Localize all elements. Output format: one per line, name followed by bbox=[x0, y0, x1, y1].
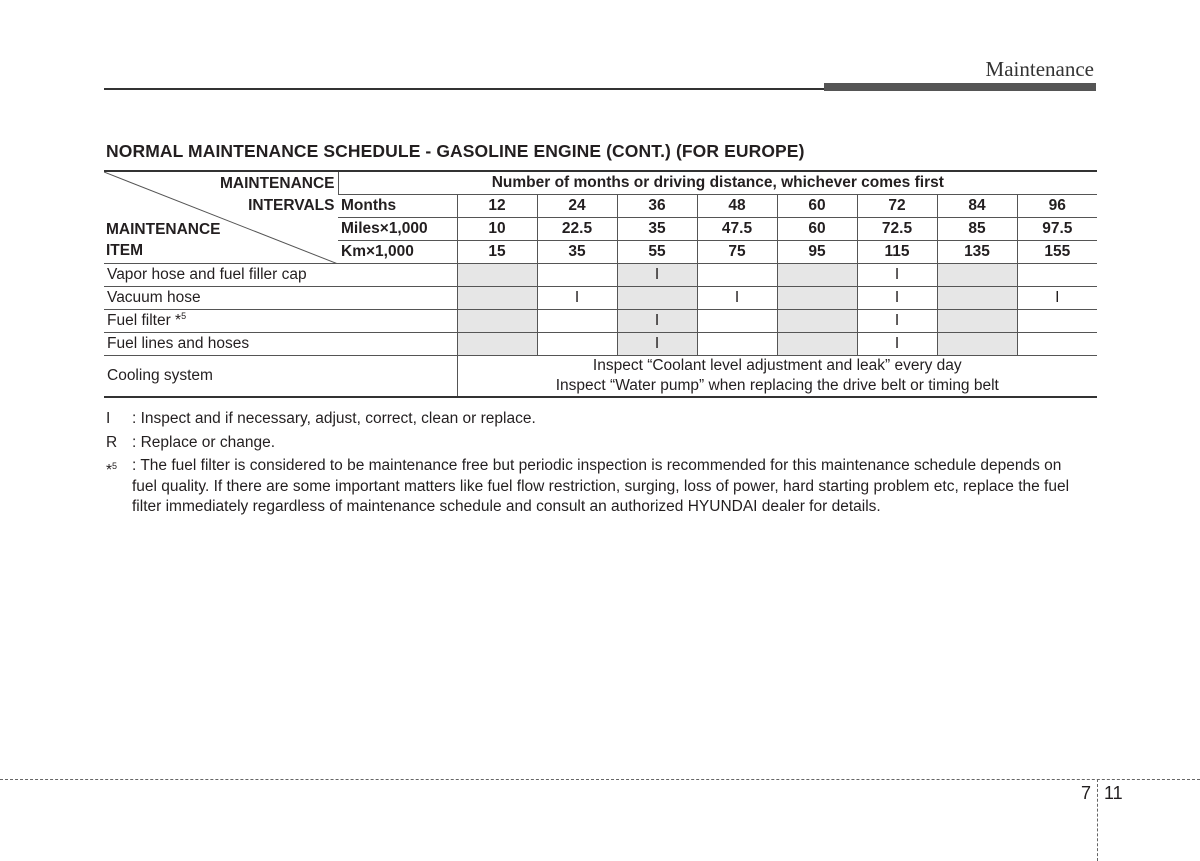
header-title: Maintenance bbox=[985, 57, 1094, 81]
item-label: Cooling system bbox=[104, 356, 457, 398]
months-value: 60 bbox=[777, 195, 857, 218]
schedule-cell: I bbox=[697, 287, 777, 310]
section-title: NORMAL MAINTENANCE SCHEDULE - GASOLINE ENGINE (CONT.) (FOR EUROPE) bbox=[106, 141, 805, 161]
km-value: 75 bbox=[697, 241, 777, 264]
months-value: 96 bbox=[1017, 195, 1097, 218]
months-value: 12 bbox=[457, 195, 537, 218]
header-rule-accent bbox=[824, 83, 1096, 91]
schedule-cell bbox=[697, 264, 777, 287]
footnote-marker: 5 bbox=[181, 311, 187, 322]
months-value: 72 bbox=[857, 195, 937, 218]
schedule-cell bbox=[537, 310, 617, 333]
schedule-cell: I bbox=[1017, 287, 1097, 310]
header-rule bbox=[104, 88, 824, 90]
footer-divider bbox=[0, 779, 1200, 780]
schedule-cell bbox=[1017, 310, 1097, 333]
table-row bbox=[104, 264, 1097, 287]
item-label: Fuel filter *$^5$ bbox=[104, 310, 457, 333]
schedule-cell bbox=[1017, 264, 1097, 287]
months-value: 24 bbox=[537, 195, 617, 218]
schedule-cell bbox=[617, 287, 697, 310]
km-value: 35 bbox=[537, 241, 617, 264]
miles-value: 22.5 bbox=[537, 218, 617, 241]
table-row bbox=[104, 356, 1097, 398]
corner-intervals-label: MAINTENANCE INTERVALS bbox=[219, 175, 335, 214]
legend-notes bbox=[106, 409, 1086, 521]
km-value: 155 bbox=[1017, 241, 1097, 264]
table-row bbox=[104, 333, 1097, 356]
schedule-cell bbox=[697, 333, 777, 356]
schedule-cell bbox=[777, 264, 857, 287]
table-row bbox=[104, 310, 1097, 333]
miles-value: 97.5 bbox=[1017, 218, 1097, 241]
schedule-cell: I bbox=[857, 264, 937, 287]
schedule-cell: I bbox=[617, 333, 697, 356]
miles-value: 60 bbox=[777, 218, 857, 241]
interval-header: Number of months or driving distance, whichever comes first bbox=[338, 171, 1097, 195]
km-label: Km×1,000 bbox=[338, 241, 457, 264]
miles-value: 47.5 bbox=[697, 218, 777, 241]
cooling-line: Inspect “Water pump” when replacing the drive belt or timing belt bbox=[555, 377, 999, 394]
km-value: 115 bbox=[857, 241, 937, 264]
cooling-line: Inspect “Coolant level adjustment and leak” every day bbox=[592, 357, 962, 374]
note-text: : The fuel filter is considered to be maintenance free but periodic inspection is recommended for this maintenance schedule depends on fuel quality. If there are some important matters like fuel flow restriction, surging, loss of power, hard starting problem etc, replace the fuel filter immediately regardless of maintenance schedule and consult an authorized HYUNDAI dealer for details. bbox=[132, 457, 1070, 515]
miles-value: 72.5 bbox=[857, 218, 937, 241]
km-value: 55 bbox=[617, 241, 697, 264]
schedule-cell bbox=[937, 310, 1017, 333]
cooling-instructions bbox=[457, 356, 1097, 398]
schedule-cell: I bbox=[537, 287, 617, 310]
item-label: Vapor hose and fuel filler cap bbox=[104, 264, 457, 287]
schedule-cell bbox=[1017, 333, 1097, 356]
schedule-cell: I bbox=[857, 287, 937, 310]
item-label: Fuel lines and hoses bbox=[104, 333, 457, 356]
schedule-cell bbox=[697, 310, 777, 333]
months-value: 48 bbox=[697, 195, 777, 218]
note-item bbox=[106, 409, 1086, 430]
months-label: Months bbox=[338, 195, 457, 218]
schedule-cell bbox=[457, 264, 537, 287]
schedule-cell bbox=[537, 264, 617, 287]
schedule-cell: I bbox=[617, 264, 697, 287]
km-value: 135 bbox=[937, 241, 1017, 264]
schedule-cell bbox=[457, 310, 537, 333]
note-key: I bbox=[106, 410, 111, 427]
note-item bbox=[106, 456, 1086, 518]
item-label: Vacuum hose bbox=[104, 287, 457, 310]
corner-item-label: MAINTENANCE ITEM bbox=[106, 221, 221, 259]
footer-divider-vertical bbox=[1097, 779, 1098, 861]
note-key: R bbox=[106, 433, 118, 451]
miles-label: Miles×1,000 bbox=[338, 218, 457, 241]
miles-value: 10 bbox=[457, 218, 537, 241]
km-value: 15 bbox=[457, 241, 537, 264]
note-text: : Replace or change. bbox=[132, 433, 276, 451]
schedule-cell bbox=[937, 287, 1017, 310]
schedule-cell: I bbox=[617, 310, 697, 333]
note-text: : Inspect and if necessary, adjust, correct, clean or replace. bbox=[132, 410, 536, 427]
maintenance-schedule-table bbox=[104, 170, 1097, 398]
table-corner-header bbox=[104, 171, 338, 264]
schedule-cell: I bbox=[857, 333, 937, 356]
schedule-cell bbox=[457, 333, 537, 356]
table-row bbox=[104, 287, 1097, 310]
schedule-cell bbox=[937, 264, 1017, 287]
schedule-cell bbox=[777, 310, 857, 333]
months-value: 84 bbox=[937, 195, 1017, 218]
miles-value: 85 bbox=[937, 218, 1017, 241]
schedule-cell bbox=[777, 287, 857, 310]
schedule-cell bbox=[537, 333, 617, 356]
km-value: 95 bbox=[777, 241, 857, 264]
schedule-cell bbox=[937, 333, 1017, 356]
chapter-number: 7 bbox=[1081, 783, 1092, 803]
miles-value: 35 bbox=[617, 218, 697, 241]
note-key: *$^5$ bbox=[106, 461, 118, 480]
schedule-cell bbox=[777, 333, 857, 356]
note-item bbox=[106, 433, 1086, 454]
schedule-cell bbox=[457, 287, 537, 310]
schedule-cell: I bbox=[857, 310, 937, 333]
months-value: 36 bbox=[617, 195, 697, 218]
page-number: 11 bbox=[1104, 783, 1123, 803]
